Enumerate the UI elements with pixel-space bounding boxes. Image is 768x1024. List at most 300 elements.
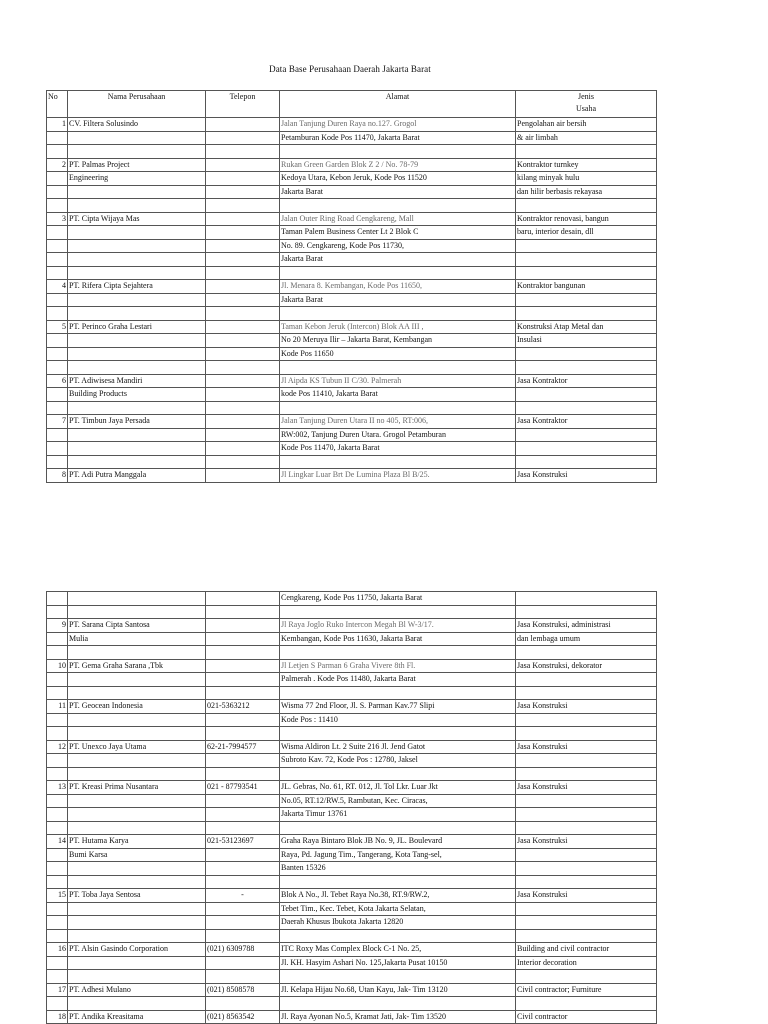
cell-address: Kode Pos 11650 xyxy=(280,347,516,361)
cell-business-type xyxy=(516,592,657,606)
cell-business-type: Jasa Konstruksi xyxy=(516,889,657,903)
cell-company-name: PT. Alsin Gasindo Corporation xyxy=(68,943,206,957)
cell-address: Jl Raya Joglo Ruko Intercon Megah Bl W-3/17. xyxy=(280,619,516,633)
cell-business-type xyxy=(516,754,657,768)
table-row xyxy=(47,158,657,172)
cell-address xyxy=(280,767,516,781)
cell-address xyxy=(280,646,516,660)
cell-address: Blok A No., Jl. Tebet Raya No.38, RT.9/RW.2, xyxy=(280,889,516,903)
cell-company-name xyxy=(68,727,206,741)
cell-phone: 021-53123697 xyxy=(206,835,280,849)
cell-phone: - xyxy=(206,889,280,903)
cell-no: 1 xyxy=(47,118,68,132)
cell-address xyxy=(280,970,516,984)
table-row xyxy=(47,754,657,768)
cell-business-type: baru, interior desain, dll xyxy=(516,226,657,240)
cell-no xyxy=(47,334,68,348)
cell-address: Taman Palem Business Center Lt 2 Blok C xyxy=(280,226,516,240)
cell-business-type: Jasa Konstruksi xyxy=(516,781,657,795)
cell-phone xyxy=(206,727,280,741)
table-row xyxy=(47,632,657,646)
cell-phone xyxy=(206,875,280,889)
cell-address: Jalan Tanjung Duren Raya no.127. Grogol xyxy=(280,118,516,132)
cell-phone xyxy=(206,767,280,781)
cell-phone xyxy=(206,226,280,240)
table-row xyxy=(47,686,657,700)
cell-address: Tebet Tim., Kec. Tebet, Kota Jakarta Selatan, xyxy=(280,902,516,916)
cell-business-type xyxy=(516,428,657,442)
cell-company-name: PT. Gema Graha Sarana ,Tbk xyxy=(68,659,206,673)
cell-company-name xyxy=(68,808,206,822)
cell-company-name: PT. Hutama Karya xyxy=(68,835,206,849)
table-row xyxy=(47,455,657,469)
cell-phone: (021) 8508578 xyxy=(206,983,280,997)
cell-phone xyxy=(206,619,280,633)
header-phone: Telepon xyxy=(206,91,280,118)
cell-phone xyxy=(206,145,280,159)
cell-address: Wisma 77 2nd Floor, Jl. S. Parman Kav.77 Slipi xyxy=(280,700,516,714)
cell-company-name xyxy=(68,916,206,930)
cell-business-type xyxy=(516,239,657,253)
cell-company-name: PT. Sarana Cipta Santosa xyxy=(68,619,206,633)
cell-address: Jl. Kelapa Hijau No.68, Utan Kayu, Jak- Tim 13120 xyxy=(280,983,516,997)
cell-phone xyxy=(206,673,280,687)
cell-address: Jakarta Barat xyxy=(280,253,516,267)
cell-address: Petamburan Kode Pos 11470, Jakarta Barat xyxy=(280,131,516,145)
cell-address: No. 89. Cengkareng, Kode Pos 11730, xyxy=(280,239,516,253)
table-row xyxy=(47,131,657,145)
cell-business-type: Civil contractor xyxy=(516,1010,657,1024)
cell-business-type xyxy=(516,997,657,1011)
cell-address: Jl Aipda KS Tubun II C/30. Palmerah xyxy=(280,374,516,388)
table-row xyxy=(47,848,657,862)
cell-phone xyxy=(206,808,280,822)
cell-phone xyxy=(206,320,280,334)
cell-phone xyxy=(206,848,280,862)
cell-company-name xyxy=(68,239,206,253)
cell-no xyxy=(47,875,68,889)
cell-phone: (021) 6309788 xyxy=(206,943,280,957)
header-company-name: Nama Perusahaan xyxy=(68,91,206,118)
cell-business-type xyxy=(516,266,657,280)
table-row xyxy=(47,239,657,253)
cell-business-type xyxy=(516,848,657,862)
cell-business-type xyxy=(516,794,657,808)
table-row xyxy=(47,808,657,822)
table-row xyxy=(47,280,657,294)
cell-business-type xyxy=(516,199,657,213)
cell-company-name xyxy=(68,875,206,889)
table-row xyxy=(47,293,657,307)
cell-phone xyxy=(206,158,280,172)
table-row xyxy=(47,199,657,213)
cell-company-name xyxy=(68,226,206,240)
cell-business-type: dan lembaga umum xyxy=(516,632,657,646)
cell-company-name xyxy=(68,266,206,280)
cell-company-name xyxy=(68,401,206,415)
cell-address: Palmerah . Kode Pos 11480, Jakarta Barat xyxy=(280,673,516,687)
cell-phone: 021-5363212 xyxy=(206,700,280,714)
cell-address: Jl Lingkar Luar Brt De Lumina Plaza Bl B/25. xyxy=(280,469,516,483)
cell-address: Taman Kebon Jeruk (Intercon) Blok AA III , xyxy=(280,320,516,334)
cell-address xyxy=(280,821,516,835)
cell-business-type: Kontraktor bangunan xyxy=(516,280,657,294)
cell-phone xyxy=(206,605,280,619)
cell-no: 11 xyxy=(47,700,68,714)
cell-phone xyxy=(206,307,280,321)
cell-no xyxy=(47,902,68,916)
cell-phone xyxy=(206,199,280,213)
cell-address: Jl Letjen S Parman 6 Graha Vivere 8th Fl. xyxy=(280,659,516,673)
cell-address: Cengkareng, Kode Pos 11750, Jakarta Barat xyxy=(280,592,516,606)
cell-company-name: PT. Toba Jaya Sentosa xyxy=(68,889,206,903)
cell-company-name xyxy=(68,199,206,213)
table-row xyxy=(47,646,657,660)
company-table-1 xyxy=(46,90,657,483)
cell-address xyxy=(280,605,516,619)
cell-company-name xyxy=(68,862,206,876)
cell-no xyxy=(47,307,68,321)
cell-phone xyxy=(206,212,280,226)
cell-no xyxy=(47,997,68,1011)
cell-business-type xyxy=(516,808,657,822)
cell-no xyxy=(47,848,68,862)
cell-phone xyxy=(206,455,280,469)
table-row xyxy=(47,889,657,903)
cell-phone xyxy=(206,754,280,768)
cell-phone xyxy=(206,659,280,673)
cell-address xyxy=(280,455,516,469)
cell-no: 16 xyxy=(47,943,68,957)
cell-no xyxy=(47,253,68,267)
cell-company-name: PT. Rifera Cipta Sejahtera xyxy=(68,280,206,294)
table-row xyxy=(47,997,657,1011)
cell-company-name xyxy=(68,592,206,606)
cell-business-type xyxy=(516,293,657,307)
cell-no xyxy=(47,794,68,808)
cell-no: 14 xyxy=(47,835,68,849)
cell-business-type xyxy=(516,862,657,876)
cell-phone xyxy=(206,469,280,483)
cell-company-name xyxy=(68,185,206,199)
cell-phone xyxy=(206,686,280,700)
cell-business-type: Interior decoration xyxy=(516,956,657,970)
cell-no xyxy=(47,145,68,159)
cell-business-type xyxy=(516,970,657,984)
cell-no xyxy=(47,185,68,199)
cell-phone: (021) 8563542 xyxy=(206,1010,280,1024)
cell-no xyxy=(47,862,68,876)
cell-phone xyxy=(206,131,280,145)
cell-company-name: PT. Adi Putra Manggala xyxy=(68,469,206,483)
cell-company-name xyxy=(68,428,206,442)
table-row xyxy=(47,334,657,348)
cell-business-type: Civil contractor; Furniture xyxy=(516,983,657,997)
table-row xyxy=(47,592,657,606)
cell-address: Rukan Green Garden Blok Z 2 / No. 78-79 xyxy=(280,158,516,172)
table-row xyxy=(47,740,657,754)
cell-business-type: & air limbah xyxy=(516,131,657,145)
cell-company-name: PT. Unexco Jaya Utama xyxy=(68,740,206,754)
cell-business-type xyxy=(516,916,657,930)
table-row xyxy=(47,266,657,280)
cell-business-type xyxy=(516,902,657,916)
cell-no xyxy=(47,605,68,619)
cell-address xyxy=(280,199,516,213)
cell-no: 4 xyxy=(47,280,68,294)
table-row xyxy=(47,415,657,429)
cell-address: Jl. Raya Ayonan No.5, Kramat Jati, Jak- Tim 13520 xyxy=(280,1010,516,1024)
cell-no xyxy=(47,293,68,307)
cell-phone xyxy=(206,428,280,442)
cell-address: Jalan Tanjung Duren Utara II no 405, RT:006, xyxy=(280,415,516,429)
header-address: Alamat xyxy=(280,91,516,118)
cell-company-name xyxy=(68,347,206,361)
table-row xyxy=(47,727,657,741)
table-row xyxy=(47,428,657,442)
table-header-row xyxy=(47,91,657,118)
cell-address: RW:002, Tanjung Duren Utara. Grogol Petamburan xyxy=(280,428,516,442)
cell-business-type xyxy=(516,347,657,361)
cell-business-type xyxy=(516,253,657,267)
cell-no xyxy=(47,754,68,768)
cell-no xyxy=(47,131,68,145)
cell-business-type xyxy=(516,686,657,700)
cell-company-name xyxy=(68,253,206,267)
cell-no: 5 xyxy=(47,320,68,334)
cell-no: 3 xyxy=(47,212,68,226)
cell-address: Kode Pos 11470, Jakarta Barat xyxy=(280,442,516,456)
cell-business-type xyxy=(516,388,657,402)
cell-address: Daerah Khusus Ibukota Jakarta 12820 xyxy=(280,916,516,930)
table-row xyxy=(47,902,657,916)
cell-address: Kedoya Utara, Kebon Jeruk, Kode Pos 11520 xyxy=(280,172,516,186)
cell-address: Jakarta Timur 13761 xyxy=(280,808,516,822)
cell-address: No 20 Meruya Ilir – Jakarta Barat, Kembangan xyxy=(280,334,516,348)
table-row xyxy=(47,781,657,795)
header-business-type-line1: Jenis xyxy=(578,92,594,101)
cell-company-name xyxy=(68,821,206,835)
header-business-type-line2: Usaha xyxy=(576,104,596,113)
cell-phone xyxy=(206,388,280,402)
table-row xyxy=(47,388,657,402)
cell-business-type: Jasa Konstruksi xyxy=(516,835,657,849)
cell-no xyxy=(47,266,68,280)
cell-company-name: PT. Adiwisesa Mandiri xyxy=(68,374,206,388)
table-row xyxy=(47,442,657,456)
cell-phone xyxy=(206,239,280,253)
cell-business-type xyxy=(516,646,657,660)
cell-business-type: Jasa Konstruksi, dekorator xyxy=(516,659,657,673)
cell-company-name: Engineering xyxy=(68,172,206,186)
cell-business-type: Kontraktor renovasi, bangun xyxy=(516,212,657,226)
cell-address: JL. Gebras, No. 61, RT. 012, Jl. Tol Lkr. Luar Jkt xyxy=(280,781,516,795)
cell-business-type: Kontraktor turnkey xyxy=(516,158,657,172)
cell-company-name xyxy=(68,956,206,970)
cell-no xyxy=(47,686,68,700)
table-row xyxy=(47,983,657,997)
table-row xyxy=(47,619,657,633)
table-row xyxy=(47,659,657,673)
cell-no: 7 xyxy=(47,415,68,429)
cell-address: Kembangan, Kode Pos 11630, Jakarta Barat xyxy=(280,632,516,646)
table-row xyxy=(47,145,657,159)
cell-no xyxy=(47,673,68,687)
cell-address: Subroto Kav. 72, Kode Pos : 12780, Jaksel xyxy=(280,754,516,768)
table-row xyxy=(47,673,657,687)
cell-phone xyxy=(206,713,280,727)
cell-phone xyxy=(206,916,280,930)
table-row xyxy=(47,118,657,132)
cell-business-type xyxy=(516,821,657,835)
table-row xyxy=(47,253,657,267)
cell-no xyxy=(47,821,68,835)
cell-no: 8 xyxy=(47,469,68,483)
cell-no xyxy=(47,347,68,361)
cell-phone xyxy=(206,401,280,415)
table-row xyxy=(47,226,657,240)
cell-phone xyxy=(206,632,280,646)
cell-phone xyxy=(206,794,280,808)
cell-phone: 021 - 87793541 xyxy=(206,781,280,795)
cell-company-name xyxy=(68,686,206,700)
cell-phone xyxy=(206,185,280,199)
cell-company-name xyxy=(68,361,206,375)
cell-company-name xyxy=(68,970,206,984)
cell-no xyxy=(47,172,68,186)
cell-no xyxy=(47,970,68,984)
cell-company-name: PT. Palmas Project xyxy=(68,158,206,172)
cell-business-type: Pengolahan air bersih xyxy=(516,118,657,132)
cell-business-type xyxy=(516,875,657,889)
cell-no xyxy=(47,442,68,456)
cell-no: 13 xyxy=(47,781,68,795)
table-row xyxy=(47,605,657,619)
cell-business-type: kilang minyak hulu xyxy=(516,172,657,186)
cell-business-type: Jasa Konstruksi xyxy=(516,700,657,714)
cell-business-type: Jasa Konstruksi, administrasi xyxy=(516,619,657,633)
cell-company-name xyxy=(68,646,206,660)
table-row xyxy=(47,956,657,970)
cell-address xyxy=(280,401,516,415)
table-row xyxy=(47,970,657,984)
cell-business-type: Jasa Konstruksi xyxy=(516,740,657,754)
cell-address: Graha Raya Bintaro Blok JB No. 9, JL. Boulevard xyxy=(280,835,516,849)
cell-phone xyxy=(206,293,280,307)
table-row xyxy=(47,875,657,889)
cell-phone xyxy=(206,646,280,660)
cell-business-type xyxy=(516,605,657,619)
cell-business-type: Jasa Kontraktor xyxy=(516,415,657,429)
cell-phone xyxy=(206,361,280,375)
cell-address xyxy=(280,361,516,375)
table-row xyxy=(47,374,657,388)
cell-no xyxy=(47,727,68,741)
cell-company-name: PT. Perinco Graha Lestari xyxy=(68,320,206,334)
table-row xyxy=(47,713,657,727)
cell-address: Jakarta Barat xyxy=(280,293,516,307)
cell-address: Jalan Outer Ring Road Cengkareng, Mall xyxy=(280,212,516,226)
cell-company-name xyxy=(68,605,206,619)
table-row xyxy=(47,172,657,186)
cell-address: Jl. Menara 8. Kembangan, Kode Pos 11650, xyxy=(280,280,516,294)
header-no: No xyxy=(47,91,68,118)
cell-business-type: dan hilir berbasis rekayasa xyxy=(516,185,657,199)
cell-phone xyxy=(206,997,280,1011)
cell-company-name: PT. Adhesi Mulano xyxy=(68,983,206,997)
cell-no: 15 xyxy=(47,889,68,903)
table-row xyxy=(47,320,657,334)
cell-address: Jl. KH. Hasyim Ashari No. 125,Jakarta Pusat 10150 xyxy=(280,956,516,970)
cell-address xyxy=(280,686,516,700)
cell-company-name: PT. Cipta Wijaya Mas xyxy=(68,212,206,226)
table-row xyxy=(47,916,657,930)
table-row xyxy=(47,1010,657,1024)
cell-phone xyxy=(206,442,280,456)
cell-no: 18 xyxy=(47,1010,68,1024)
cell-no: 6 xyxy=(47,374,68,388)
cell-no xyxy=(47,361,68,375)
cell-address: Wisma Aldiron Lt. 2 Suite 216 Jl. Jend Gatot xyxy=(280,740,516,754)
table-row xyxy=(47,767,657,781)
cell-company-name xyxy=(68,794,206,808)
cell-company-name xyxy=(68,455,206,469)
table-row xyxy=(47,307,657,321)
cell-business-type xyxy=(516,929,657,943)
cell-no xyxy=(47,239,68,253)
cell-no xyxy=(47,929,68,943)
table-row xyxy=(47,185,657,199)
cell-business-type xyxy=(516,361,657,375)
cell-address: No.05, RT.12/RW.5, Rambutan, Kec. Ciracas, xyxy=(280,794,516,808)
page-title: Data Base Perusahaan Daerah Jakarta Barat xyxy=(269,64,431,74)
cell-company-name xyxy=(68,442,206,456)
cell-no: 10 xyxy=(47,659,68,673)
company-table-2 xyxy=(46,591,657,1024)
cell-address: ITC Roxy Mas Complex Block C-1 No. 25, xyxy=(280,943,516,957)
cell-address: kode Pos 11410, Jakarta Barat xyxy=(280,388,516,402)
cell-business-type xyxy=(516,455,657,469)
cell-company-name: PT. Andika Kreasitama xyxy=(68,1010,206,1024)
cell-business-type: Insulasi xyxy=(516,334,657,348)
table-row xyxy=(47,361,657,375)
table-row xyxy=(47,794,657,808)
cell-business-type xyxy=(516,713,657,727)
table-row xyxy=(47,943,657,957)
cell-business-type xyxy=(516,673,657,687)
cell-no xyxy=(47,767,68,781)
cell-company-name: PT. Kreasi Prima Nusantara xyxy=(68,781,206,795)
cell-address: Banten 15326 xyxy=(280,862,516,876)
cell-business-type xyxy=(516,727,657,741)
cell-no xyxy=(47,401,68,415)
table-row xyxy=(47,469,657,483)
table-row xyxy=(47,212,657,226)
header-business-type xyxy=(516,91,657,118)
cell-company-name xyxy=(68,145,206,159)
cell-phone xyxy=(206,862,280,876)
cell-phone xyxy=(206,821,280,835)
cell-phone xyxy=(206,347,280,361)
cell-address: Kode Pos : 11410 xyxy=(280,713,516,727)
cell-business-type: Konstruksi Atap Metal dan xyxy=(516,320,657,334)
cell-company-name: PT. Geocean Indonesia xyxy=(68,700,206,714)
cell-company-name: Bumi Karsa xyxy=(68,848,206,862)
cell-no xyxy=(47,455,68,469)
cell-company-name xyxy=(68,754,206,768)
table-row xyxy=(47,929,657,943)
cell-no xyxy=(47,226,68,240)
